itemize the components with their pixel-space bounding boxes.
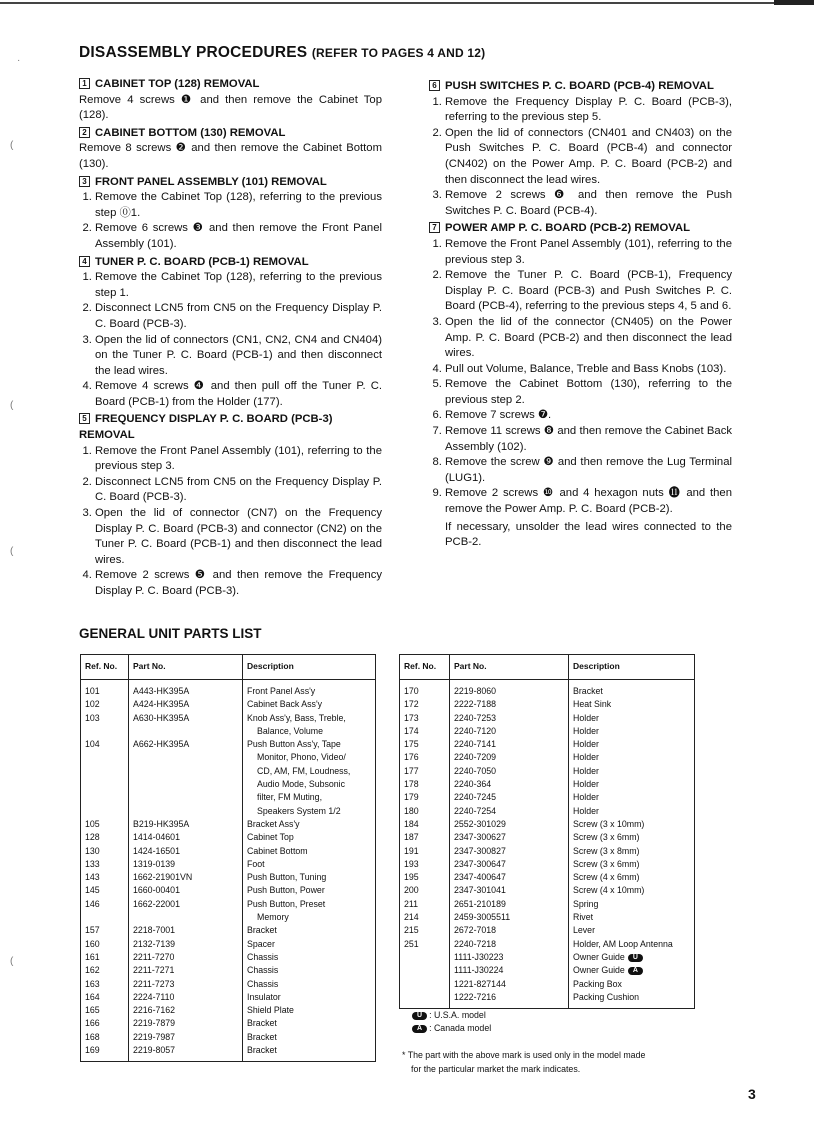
- table-row: [400, 751, 695, 764]
- ref-cell: 175: [400, 738, 450, 751]
- ref-cell: [400, 978, 450, 991]
- ref-cell: [81, 778, 129, 791]
- desc-cell: Audio Mode, Subsonic: [243, 778, 376, 791]
- part-cell: [129, 751, 243, 764]
- column-header-ref: Ref. No.: [400, 655, 450, 680]
- table-row: [81, 884, 376, 897]
- section-text: Remove 4 screws ❶ and then remove the Cabinet Top (128).: [79, 93, 382, 122]
- ref-cell: 191: [400, 845, 450, 858]
- step: 6. Remove 7 screws ❼.: [445, 408, 732, 424]
- table-row: [400, 938, 695, 951]
- table-row: [81, 831, 376, 844]
- part-cell: 1319-0139: [129, 858, 243, 871]
- part-cell: 2459-3005511: [450, 911, 569, 924]
- desc-cell: Rivet: [569, 911, 695, 924]
- table-row: [400, 831, 695, 844]
- ref-cell: 143: [81, 871, 129, 884]
- step-note: If necessary, unsolder the lead wires connected to the PCB-2.: [445, 520, 732, 549]
- table-row: [400, 951, 695, 964]
- usa-mark-icon: U: [412, 1012, 427, 1020]
- desc-cell: Push Button, Preset: [243, 898, 376, 911]
- step: 4. Remove 2 screws ❺ and then remove the Frequency Display P. C. Board (PCB-3).: [95, 568, 382, 599]
- section-heading: 7 POWER AMP P. C. BOARD (PCB-2) REMOVAL: [429, 221, 732, 237]
- table-row: [400, 898, 695, 911]
- part-cell: 2211-7273: [129, 978, 243, 991]
- step-list: [79, 444, 382, 600]
- desc-cell: Screw (3 x 6mm): [569, 831, 695, 844]
- part-cell: 1221-827144: [450, 978, 569, 991]
- part-cell: A424-HK395A: [129, 698, 243, 711]
- part-cell: 1222-7216: [450, 991, 569, 1009]
- column-header-ref: Ref. No.: [81, 655, 129, 680]
- desc-cell: Bracket: [243, 1044, 376, 1062]
- part-cell: 2240-7254: [450, 805, 569, 818]
- ref-cell: 166: [81, 1017, 129, 1030]
- step: 1. Remove the Front Panel Assembly (101), referring to the previous step 3.: [95, 444, 382, 475]
- part-cell: 2240-7218: [450, 938, 569, 951]
- table-row: [81, 1044, 376, 1062]
- part-cell: [129, 725, 243, 738]
- ref-cell: 177: [400, 765, 450, 778]
- desc-cell: Push Button, Power: [243, 884, 376, 897]
- part-cell: 2240-7253: [450, 712, 569, 725]
- parts-table-left: [80, 654, 376, 1062]
- ref-cell: 180: [400, 805, 450, 818]
- part-cell: 2347-301041: [450, 884, 569, 897]
- step-list: [79, 270, 382, 410]
- part-cell: 2240-7209: [450, 751, 569, 764]
- step: 3. Open the lid of connector (CN7) on the Frequency Display P. C. Board (PCB-3) and connector (CN2) on the Tuner P. C. Board (PCB-1) and then disconnect the lead wires.: [95, 506, 382, 568]
- step: 4. Pull out Volume, Balance, Treble and Bass Knobs (103).: [445, 362, 732, 378]
- desc-cell: Chassis: [243, 978, 376, 991]
- desc-cell: Balance, Volume: [243, 725, 376, 738]
- top-rule: [0, 2, 814, 4]
- part-cell: 1414-04601: [129, 831, 243, 844]
- table-row: [81, 858, 376, 871]
- step-list: [429, 95, 732, 220]
- table-row: [400, 698, 695, 711]
- part-cell: 2211-7270: [129, 951, 243, 964]
- desc-cell: Holder: [569, 805, 695, 818]
- desc-cell: Packing Cushion: [569, 991, 695, 1009]
- section-heading: 2 CABINET BOTTOM (130) REMOVAL: [79, 126, 382, 142]
- desc-cell: Cabinet Bottom: [243, 845, 376, 858]
- desc-cell: Chassis: [243, 964, 376, 977]
- ref-cell: 157: [81, 924, 129, 937]
- part-cell: A662-HK395A: [129, 738, 243, 751]
- section-heading: 5 FREQUENCY DISPLAY P. C. BOARD (PCB-3) REMOVAL: [79, 413, 333, 442]
- table-row: [81, 818, 376, 831]
- step: 5. Remove the Cabinet Bottom (130), referring to the previous step 2.: [445, 377, 732, 408]
- desc-cell: Owner Guide A: [569, 964, 695, 977]
- step-list: [429, 237, 732, 518]
- ref-cell: 214: [400, 911, 450, 924]
- footnote: * The part with the above mark is used only in the model made for the particular market the mark indicates.: [402, 1050, 646, 1074]
- ref-cell: [81, 751, 129, 764]
- ref-cell: [81, 791, 129, 804]
- desc-cell: Insulator: [243, 991, 376, 1004]
- step: 2. Open the lid of connectors (CN401 and CN403) on the Push Switches P. C. Board (PCB-4) and connector (CN402) on the Power Amp. P. C. Board (PCB-2) and then disconnect the lead wires.: [445, 126, 732, 188]
- part-cell: 1424-16501: [129, 845, 243, 858]
- desc-cell: Shield Plate: [243, 1004, 376, 1017]
- ref-cell: [400, 991, 450, 1009]
- table-row: [81, 871, 376, 884]
- desc-cell: Bracket: [243, 924, 376, 937]
- ref-cell: [81, 725, 129, 738]
- margin-mark: (: [10, 140, 14, 151]
- legend-usa: U : U.S.A. model: [412, 1010, 486, 1020]
- table-row: [81, 898, 376, 911]
- step: 3. Open the lid of connectors (CN1, CN2, CN4 and CN404) on the Tuner P. C. Board (PCB-1) and then disconnect the lead wires.: [95, 333, 382, 380]
- ref-cell: [400, 964, 450, 977]
- desc-cell: Packing Box: [569, 978, 695, 991]
- step-list: [79, 190, 382, 252]
- table-row: [81, 778, 376, 791]
- table-row: [81, 1004, 376, 1017]
- desc-cell: Bracket: [569, 680, 695, 699]
- desc-cell: Front Panel Ass'y: [243, 680, 376, 699]
- right-column: [429, 77, 732, 552]
- part-cell: 1111-J30224: [450, 964, 569, 977]
- desc-cell: Heat Sink: [569, 698, 695, 711]
- desc-cell: Bracket Ass'y: [243, 818, 376, 831]
- desc-cell: Bracket: [243, 1031, 376, 1044]
- desc-cell: Bracket: [243, 1017, 376, 1030]
- ref-cell: 105: [81, 818, 129, 831]
- desc-cell: Screw (3 x 8mm): [569, 845, 695, 858]
- table-row: [81, 978, 376, 991]
- desc-cell: Screw (4 x 6mm): [569, 871, 695, 884]
- part-cell: 2219-8060: [450, 680, 569, 699]
- part-cell: 2240-7141: [450, 738, 569, 751]
- ref-cell: 162: [81, 964, 129, 977]
- column-header-desc: Description: [569, 655, 695, 680]
- part-cell: 2240-7050: [450, 765, 569, 778]
- desc-cell: Push Button Ass'y, Tape: [243, 738, 376, 751]
- table-row: [400, 680, 695, 699]
- ref-cell: 104: [81, 738, 129, 751]
- table-row: [400, 778, 695, 791]
- table-row: [400, 805, 695, 818]
- table-row: [81, 725, 376, 738]
- table-row: [81, 698, 376, 711]
- table-row: [81, 791, 376, 804]
- page-number: 3: [748, 1086, 756, 1102]
- table-row: [400, 964, 695, 977]
- table-row: [400, 765, 695, 778]
- table-row: [400, 884, 695, 897]
- ref-cell: 211: [400, 898, 450, 911]
- table-row: [400, 924, 695, 937]
- step: 2. Disconnect LCN5 from CN5 on the Frequency Display P. C. Board (PCB-3).: [95, 301, 382, 332]
- table-row: [81, 1031, 376, 1044]
- table-row: [400, 991, 695, 1009]
- part-cell: B219-HK395A: [129, 818, 243, 831]
- desc-cell: Holder: [569, 725, 695, 738]
- ref-cell: 174: [400, 725, 450, 738]
- table-row: [81, 845, 376, 858]
- desc-cell: Cabinet Top: [243, 831, 376, 844]
- table-row: [81, 991, 376, 1004]
- step: 8. Remove the screw ❾ and then remove the Lug Terminal (LUG1).: [445, 455, 732, 486]
- margin-mark: (: [10, 400, 14, 411]
- desc-cell: CD, AM, FM, Loudness,: [243, 765, 376, 778]
- ref-cell: 145: [81, 884, 129, 897]
- desc-cell: Holder: [569, 791, 695, 804]
- section-heading: 6 PUSH SWITCHES P. C. BOARD (PCB-4) REMOVAL: [429, 79, 732, 95]
- part-cell: 2347-300827: [450, 845, 569, 858]
- ref-cell: [81, 805, 129, 818]
- desc-cell: Cabinet Back Ass'y: [243, 698, 376, 711]
- ref-cell: 133: [81, 858, 129, 871]
- desc-cell: Screw (3 x 6mm): [569, 858, 695, 871]
- desc-cell: Memory: [243, 911, 376, 924]
- column-header-part: Part No.: [129, 655, 243, 680]
- ref-cell: 165: [81, 1004, 129, 1017]
- table-row: [81, 751, 376, 764]
- model-mark-icon: U: [628, 954, 643, 962]
- step: 2. Remove 6 screws ❸ and then remove the Front Panel Assembly (101).: [95, 221, 382, 252]
- table-row: [400, 978, 695, 991]
- page-title: DISASSEMBLY PROCEDURES (REFER TO PAGES 4 AND 12): [79, 44, 486, 61]
- desc-cell: Chassis: [243, 951, 376, 964]
- table-row: [400, 871, 695, 884]
- canada-mark-icon: A: [412, 1025, 427, 1033]
- desc-cell: Push Button, Tuning: [243, 871, 376, 884]
- part-cell: 2219-7987: [129, 1031, 243, 1044]
- ref-cell: 161: [81, 951, 129, 964]
- margin-mark: (: [10, 546, 14, 557]
- top-right-bar: [774, 0, 814, 5]
- part-cell: [129, 791, 243, 804]
- step: 2. Disconnect LCN5 from CN5 on the Frequency Display P. C. Board (PCB-3).: [95, 475, 382, 506]
- table-row: [81, 951, 376, 964]
- table-row: [81, 964, 376, 977]
- ref-cell: 103: [81, 712, 129, 725]
- left-column: [79, 75, 382, 602]
- part-cell: 1662-21901VN: [129, 871, 243, 884]
- desc-cell: Holder: [569, 778, 695, 791]
- ref-cell: 146: [81, 898, 129, 911]
- table-row: [400, 911, 695, 924]
- legend-canada: A : Canada model: [412, 1023, 491, 1033]
- part-cell: A630-HK395A: [129, 712, 243, 725]
- table-row: [400, 712, 695, 725]
- ref-cell: 184: [400, 818, 450, 831]
- desc-cell: Foot: [243, 858, 376, 871]
- part-cell: 2347-400647: [450, 871, 569, 884]
- desc-cell: Spring: [569, 898, 695, 911]
- section-text: Remove 8 screws ❷ and then remove the Cabinet Bottom (130).: [79, 142, 382, 170]
- part-cell: 2347-300647: [450, 858, 569, 871]
- part-cell: 2552-301029: [450, 818, 569, 831]
- step: 3. Open the lid of the connector (CN405) on the Power Amp. P. C. Board (PCB-2) and then disconnect the lead wires.: [445, 315, 732, 362]
- ref-cell: 200: [400, 884, 450, 897]
- ref-cell: [81, 911, 129, 924]
- table-row: [81, 805, 376, 818]
- ref-cell: 179: [400, 791, 450, 804]
- step: 1. Remove the Frequency Display P. C. Board (PCB-3), referring to the previous step 5.: [445, 95, 732, 126]
- step: 9. Remove 2 screws ❿ and 4 hexagon nuts ⓫ and then remove the Power Amp. P. C. Board (PCB-2).: [445, 486, 732, 517]
- ref-cell: 251: [400, 938, 450, 951]
- ref-cell: 193: [400, 858, 450, 871]
- table-row: [81, 1017, 376, 1030]
- column-header-part: Part No.: [450, 655, 569, 680]
- ref-cell: 187: [400, 831, 450, 844]
- part-cell: 2240-7120: [450, 725, 569, 738]
- column-header-desc: Description: [243, 655, 376, 680]
- part-cell: 2222-7188: [450, 698, 569, 711]
- table-row: [400, 818, 695, 831]
- part-cell: 1662-22001: [129, 898, 243, 911]
- part-cell: [129, 765, 243, 778]
- part-cell: [129, 911, 243, 924]
- ref-cell: 195: [400, 871, 450, 884]
- ref-cell: 170: [400, 680, 450, 699]
- table-row: [400, 858, 695, 871]
- step: 3. Remove 2 screws ❻ and then remove the Push Switches P. C. Board (PCB-4).: [445, 188, 732, 219]
- margin-mark: ·: [17, 55, 21, 66]
- ref-cell: 130: [81, 845, 129, 858]
- table-row: [81, 924, 376, 937]
- ref-cell: 160: [81, 938, 129, 951]
- desc-cell: Lever: [569, 924, 695, 937]
- part-cell: 2219-8057: [129, 1044, 243, 1062]
- part-cell: 2211-7271: [129, 964, 243, 977]
- ref-cell: 128: [81, 831, 129, 844]
- desc-cell: Screw (4 x 10mm): [569, 884, 695, 897]
- parts-list-title: GENERAL UNIT PARTS LIST: [79, 626, 262, 641]
- desc-cell: Holder: [569, 712, 695, 725]
- ref-cell: 168: [81, 1031, 129, 1044]
- parts-table-right: [399, 654, 695, 1009]
- desc-cell: Spacer: [243, 938, 376, 951]
- step: 4. Remove 4 screws ❹ and then pull off the Tuner P. C. Board (PCB-1) from the Holder (177).: [95, 379, 382, 410]
- table-row: [400, 738, 695, 751]
- ref-cell: [81, 765, 129, 778]
- part-cell: 2672-7018: [450, 924, 569, 937]
- step: 1. Remove the Front Panel Assembly (101), referring to the previous step 3.: [445, 237, 732, 268]
- desc-cell: Knob Ass'y, Bass, Treble,: [243, 712, 376, 725]
- table-row: [81, 680, 376, 699]
- desc-cell: Holder, AM Loop Antenna: [569, 938, 695, 951]
- desc-cell: filter, FM Muting,: [243, 791, 376, 804]
- table-row: [81, 938, 376, 951]
- step: 1. Remove the Cabinet Top (128), referring to the previous step ⓪1.: [95, 190, 382, 221]
- desc-cell: Monitor, Phono, Video/: [243, 751, 376, 764]
- table-row: [81, 911, 376, 924]
- desc-cell: Speakers System 1/2: [243, 805, 376, 818]
- ref-cell: 215: [400, 924, 450, 937]
- part-cell: 2132-7139: [129, 938, 243, 951]
- part-cell: 2651-210189: [450, 898, 569, 911]
- ref-cell: 102: [81, 698, 129, 711]
- step: 7. Remove 11 screws ❽ and then remove the Cabinet Back Assembly (102).: [445, 424, 732, 455]
- ref-cell: [400, 951, 450, 964]
- table-row: [81, 712, 376, 725]
- part-cell: 2240-364: [450, 778, 569, 791]
- part-cell: 2218-7001: [129, 924, 243, 937]
- table-row: [81, 765, 376, 778]
- part-cell: 1111-J30223: [450, 951, 569, 964]
- section-heading: 4 TUNER P. C. BOARD (PCB-1) REMOVAL: [79, 255, 382, 271]
- part-cell: 2216-7162: [129, 1004, 243, 1017]
- table-row: [400, 725, 695, 738]
- part-cell: 2224-7110: [129, 991, 243, 1004]
- part-cell: [129, 778, 243, 791]
- table-row: [400, 791, 695, 804]
- table-row: [81, 738, 376, 751]
- section-heading: 3 FRONT PANEL ASSEMBLY (101) REMOVAL: [79, 175, 382, 191]
- desc-cell: Holder: [569, 738, 695, 751]
- ref-cell: 164: [81, 991, 129, 1004]
- part-cell: [129, 805, 243, 818]
- part-cell: 2347-300627: [450, 831, 569, 844]
- ref-cell: 163: [81, 978, 129, 991]
- section-heading: 1 CABINET TOP (128) REMOVAL: [79, 77, 382, 93]
- part-cell: 1660-00401: [129, 884, 243, 897]
- ref-cell: 178: [400, 778, 450, 791]
- ref-cell: 172: [400, 698, 450, 711]
- desc-cell: Holder: [569, 751, 695, 764]
- part-cell: 2219-7879: [129, 1017, 243, 1030]
- part-cell: 2240-7245: [450, 791, 569, 804]
- part-cell: A443-HK395A: [129, 680, 243, 699]
- desc-cell: Owner Guide U: [569, 951, 695, 964]
- model-mark-icon: A: [628, 967, 643, 975]
- ref-cell: 101: [81, 680, 129, 699]
- step: 2. Remove the Tuner P. C. Board (PCB-1), Frequency Display P. C. Board (PCB-3) and Push Switches P. C. Board (PCB-4), referring to the previous steps 4, 5 and 6.: [445, 268, 732, 315]
- ref-cell: 176: [400, 751, 450, 764]
- ref-cell: 169: [81, 1044, 129, 1062]
- desc-cell: Screw (3 x 10mm): [569, 818, 695, 831]
- table-row: [400, 845, 695, 858]
- desc-cell: Holder: [569, 765, 695, 778]
- step: 1. Remove the Cabinet Top (128), referring to the previous step 1.: [95, 270, 382, 301]
- margin-mark: (: [10, 956, 14, 967]
- ref-cell: 173: [400, 712, 450, 725]
